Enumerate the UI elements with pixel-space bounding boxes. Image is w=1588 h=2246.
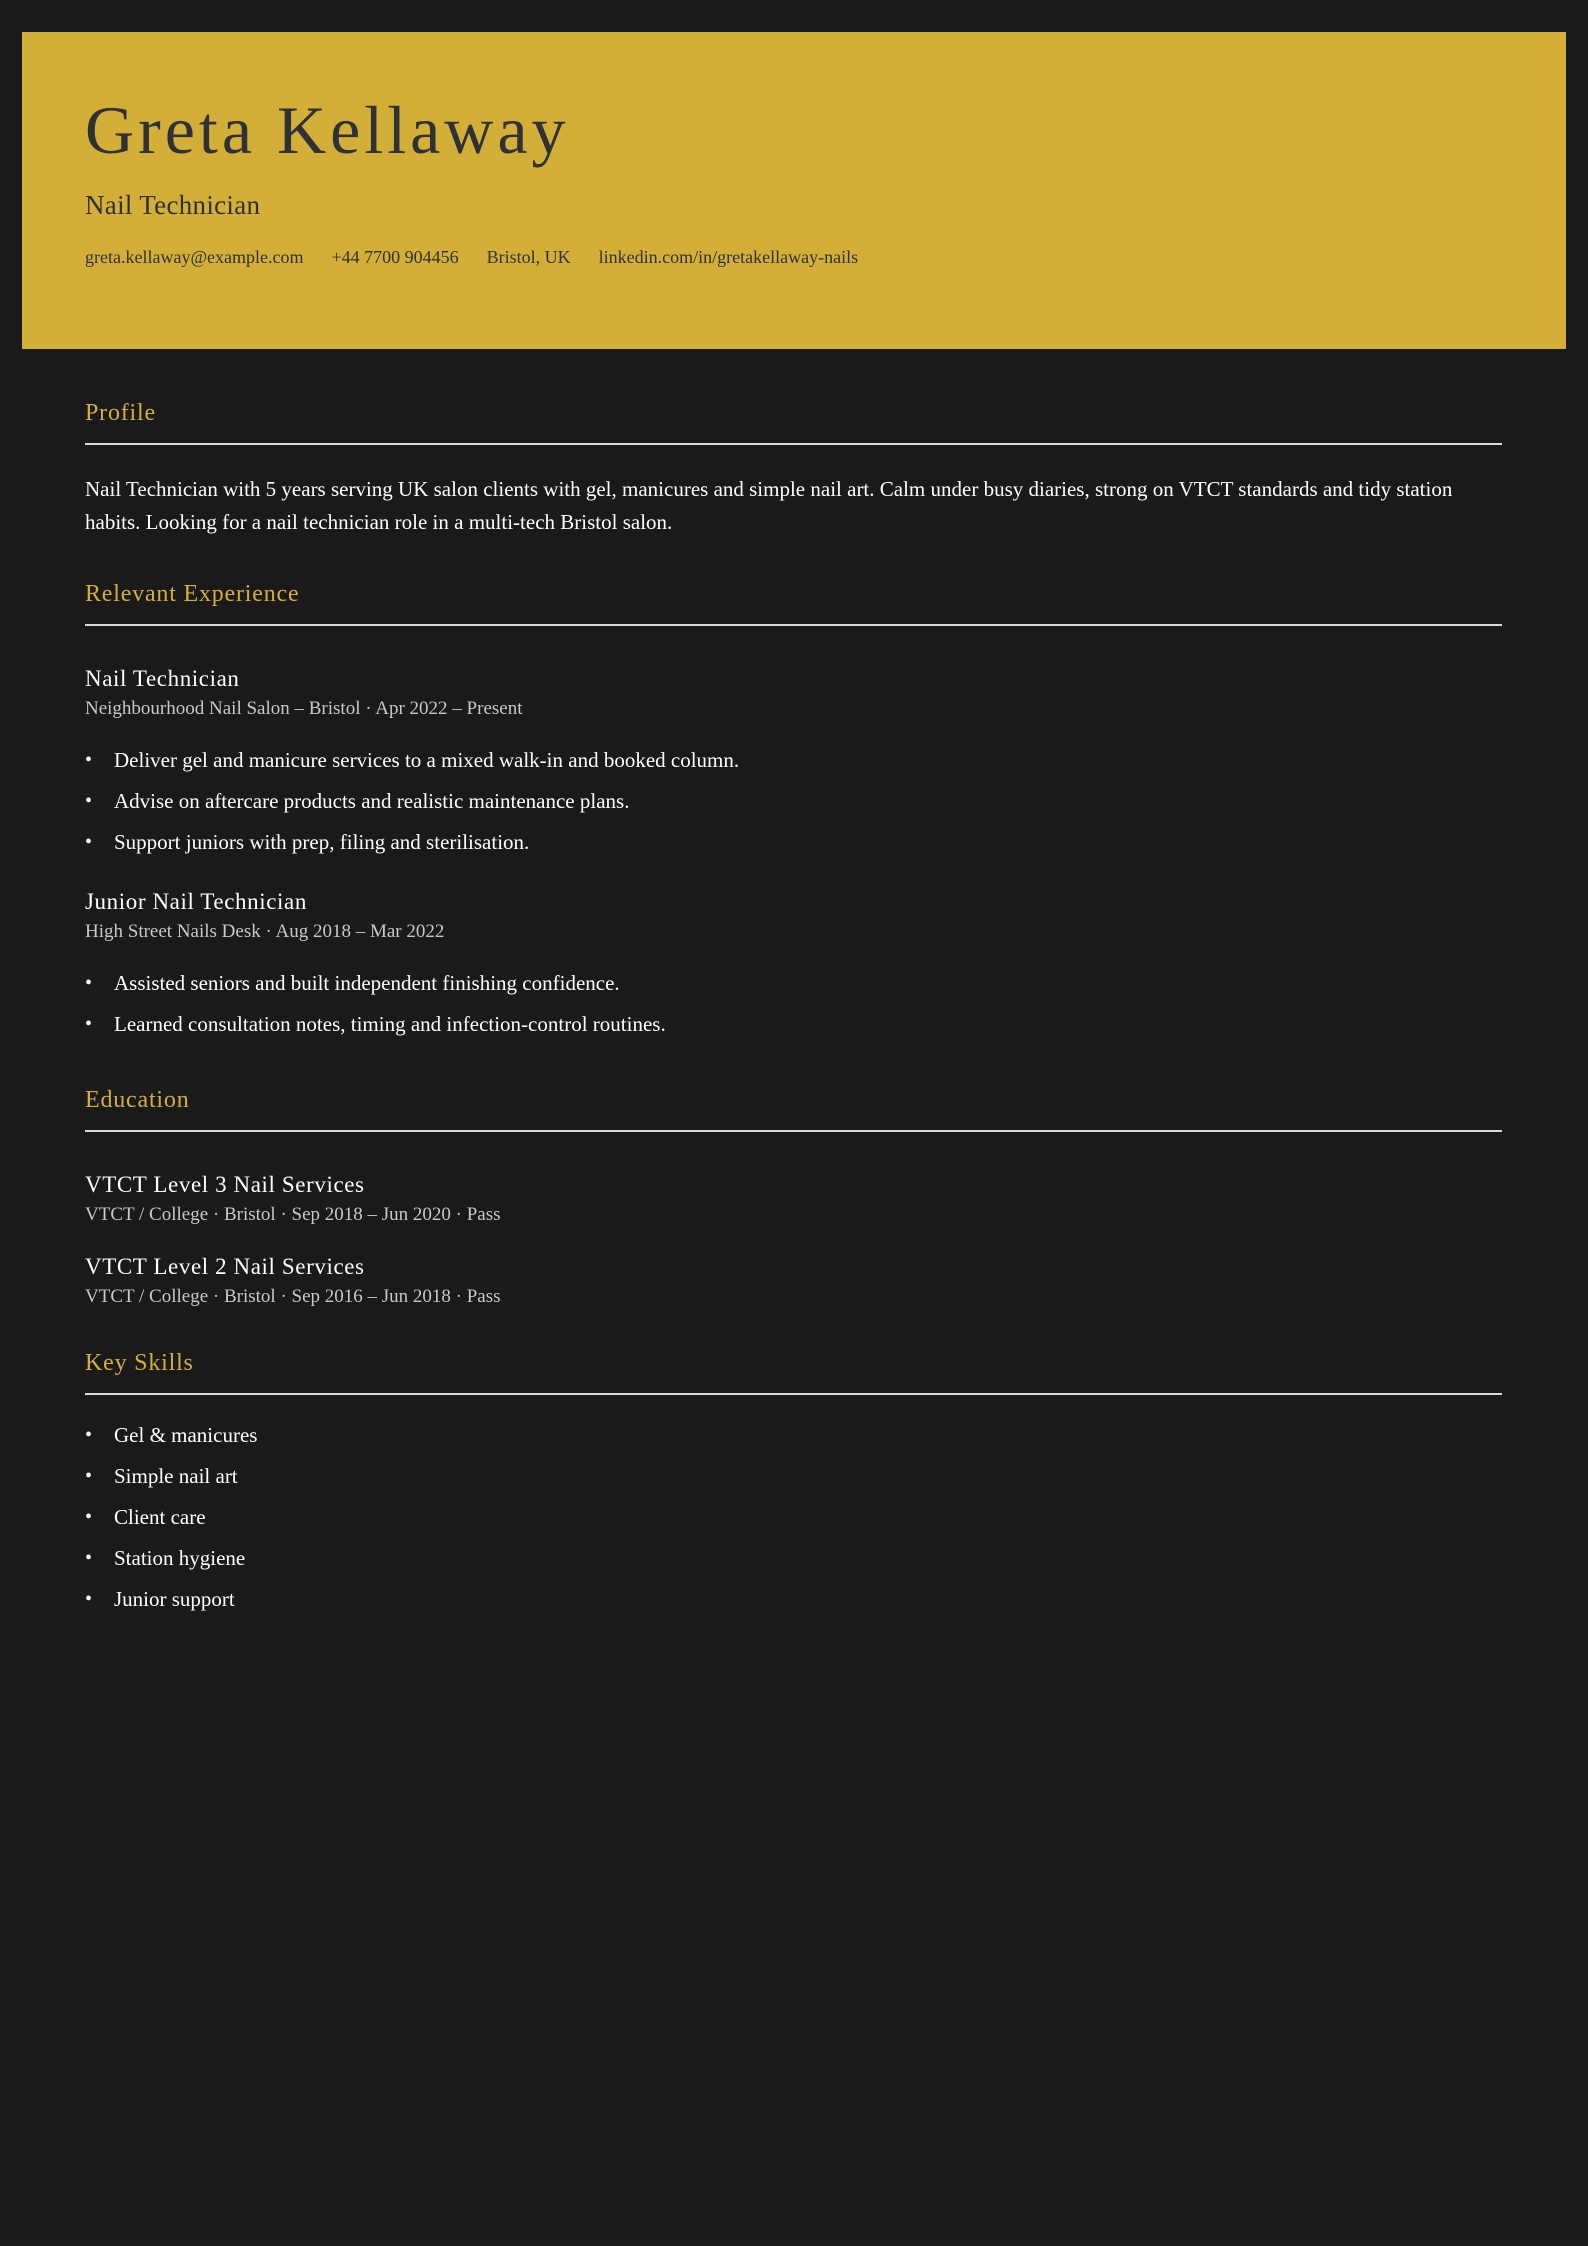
education-meta: VTCT / College · Bristol · Sep 2016 – Jun 2018 · Pass xyxy=(85,1286,501,1307)
job-bullet: • Learned consultation notes, timing and infection-control routines. xyxy=(85,1004,1502,1045)
education-entry xyxy=(85,1254,1502,1308)
job-bullets xyxy=(85,963,1502,1045)
section-title-education: Education xyxy=(85,1087,190,1113)
job-bullet: • Assisted seniors and built independent finishing confidence. xyxy=(85,963,1502,1004)
skills-list xyxy=(85,1415,1502,1620)
skill-item: • Simple nail art xyxy=(85,1456,1502,1497)
job-meta: High Street Nails Desk · Aug 2018 – Mar 2022 xyxy=(85,921,445,942)
section-divider xyxy=(85,624,1502,626)
job-bullet: • Advise on aftercare products and realistic maintenance plans. xyxy=(85,781,1502,822)
skills-section xyxy=(85,1350,1502,1620)
experience-section xyxy=(85,581,1502,1045)
resume-header xyxy=(22,32,1566,349)
job-meta: Neighbourhood Nail Salon – Bristol · Apr 2022 – Present xyxy=(85,698,523,719)
education-meta: VTCT / College · Bristol · Sep 2018 – Jun 2020 · Pass xyxy=(85,1204,501,1225)
resume-body xyxy=(85,400,1502,1620)
education-title: VTCT Level 3 Nail Services xyxy=(85,1172,365,1197)
contact-linkedin[interactable]: linkedin.com/in/gretakellaway-nails xyxy=(598,247,859,267)
profile-section xyxy=(85,400,1502,539)
skill-item: • Station hygiene xyxy=(85,1538,1502,1579)
skill-item: • Gel & manicures xyxy=(85,1415,1502,1456)
education-entry xyxy=(85,1172,1502,1226)
job-bullet: • Support juniors with prep, filing and sterilisation. xyxy=(85,822,1502,863)
contact-location: Bristol, UK xyxy=(486,247,571,267)
job-title: Junior Nail Technician xyxy=(85,889,307,914)
contact-email[interactable]: greta.kellaway@example.com xyxy=(85,247,304,267)
education-section xyxy=(85,1087,1502,1308)
education-title: VTCT Level 2 Nail Services xyxy=(85,1254,365,1279)
job-bullet: • Deliver gel and manicure services to a mixed walk-in and booked column. xyxy=(85,740,1502,781)
contact-phone[interactable]: +44 7700 904456 xyxy=(331,247,459,267)
job-entry xyxy=(85,889,1502,1045)
section-divider xyxy=(85,1393,1502,1395)
contact-row xyxy=(85,247,1566,268)
skill-item: • Client care xyxy=(85,1497,1502,1538)
candidate-name: Greta Kellaway xyxy=(85,92,570,168)
job-entry xyxy=(85,666,1502,863)
section-title-experience: Relevant Experience xyxy=(85,581,300,607)
section-title-profile: Profile xyxy=(85,400,156,426)
section-title-skills: Key Skills xyxy=(85,1350,194,1376)
section-divider xyxy=(85,443,1502,445)
section-divider xyxy=(85,1130,1502,1132)
job-title: Nail Technician xyxy=(85,666,240,691)
skill-item: • Junior support xyxy=(85,1579,1502,1620)
candidate-role: Nail Technician xyxy=(85,190,261,220)
job-bullets xyxy=(85,740,1502,863)
profile-text: Nail Technician with 5 years serving UK salon clients with gel, manicures and simple nail art. Calm under busy diaries, strong on VTCT standards and tidy station habits. Looking for a nail technician role in a multi-tech Bristol salon. xyxy=(85,477,1453,534)
